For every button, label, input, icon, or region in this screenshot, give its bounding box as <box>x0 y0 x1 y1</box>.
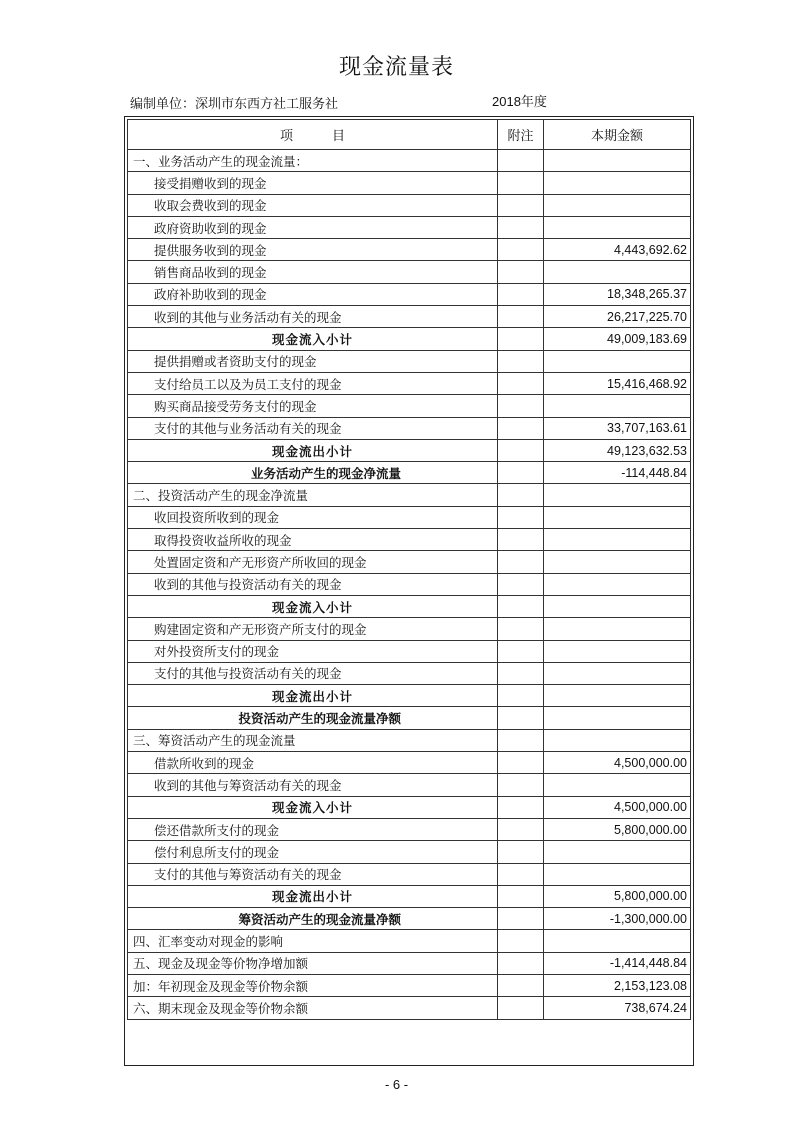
table-row <box>128 573 691 595</box>
table-row <box>128 752 691 774</box>
row-note <box>498 885 544 907</box>
row-note <box>498 462 544 484</box>
row-label: 现金流入小计 <box>128 328 498 350</box>
row-amount <box>544 551 691 573</box>
row-label: 现金流入小计 <box>128 796 498 818</box>
row-amount <box>544 595 691 617</box>
row-amount: 5,800,000.00 <box>544 818 691 840</box>
table-row <box>128 529 691 551</box>
row-note <box>498 150 544 172</box>
table-row <box>128 640 691 662</box>
table-row <box>128 350 691 372</box>
row-note <box>498 662 544 684</box>
header-amount: 本期金额 <box>544 120 691 150</box>
row-note <box>498 283 544 305</box>
row-note <box>498 484 544 506</box>
row-note <box>498 774 544 796</box>
row-label: 二、投资活动产生的现金净流量 <box>128 484 498 506</box>
row-note <box>498 930 544 952</box>
row-amount <box>544 729 691 751</box>
row-note <box>498 818 544 840</box>
table-row <box>128 462 691 484</box>
row-amount: 738,674.24 <box>544 997 691 1019</box>
row-label: 六、期末现金及现金等价物余额 <box>128 997 498 1019</box>
row-amount: 4,500,000.00 <box>544 752 691 774</box>
row-amount <box>544 484 691 506</box>
row-label: 收到的其他与业务活动有关的现金 <box>128 306 498 328</box>
table-row <box>128 662 691 684</box>
row-amount: 18,348,265.37 <box>544 283 691 305</box>
row-label: 加：年初现金及现金等价物余额 <box>128 974 498 996</box>
row-label: 政府补助收到的现金 <box>128 283 498 305</box>
table-row <box>128 595 691 617</box>
row-note <box>498 707 544 729</box>
row-note <box>498 239 544 261</box>
row-label: 现金流出小计 <box>128 439 498 461</box>
table-header-row <box>128 120 691 150</box>
row-label: 现金流出小计 <box>128 885 498 907</box>
table-row <box>128 484 691 506</box>
row-amount <box>544 506 691 528</box>
report-year: 2018年度 <box>492 94 547 109</box>
table-body <box>128 150 691 1020</box>
row-amount <box>544 662 691 684</box>
row-note <box>498 529 544 551</box>
page-title: 现金流量表 <box>338 55 454 80</box>
row-amount <box>544 261 691 283</box>
row-note <box>498 841 544 863</box>
table-row <box>128 417 691 439</box>
header-note: 附注 <box>498 120 544 150</box>
row-note <box>498 372 544 394</box>
row-label: 现金流出小计 <box>128 685 498 707</box>
row-note <box>498 328 544 350</box>
row-amount: 26,217,225.70 <box>544 306 691 328</box>
table-row <box>128 908 691 930</box>
row-amount <box>544 930 691 952</box>
table-row <box>128 395 691 417</box>
row-amount: 15,416,468.92 <box>544 372 691 394</box>
row-note <box>498 573 544 595</box>
row-note <box>498 640 544 662</box>
row-note <box>498 908 544 930</box>
row-label: 偿还借款所支付的现金 <box>128 818 498 840</box>
row-note <box>498 306 544 328</box>
row-amount <box>544 573 691 595</box>
row-label: 提供捐赠或者资助支付的现金 <box>128 350 498 372</box>
row-amount <box>544 172 691 194</box>
row-label: 购建固定资和产无形资产所支付的现金 <box>128 618 498 640</box>
row-amount <box>544 150 691 172</box>
row-label: 四、汇率变动对现金的影响 <box>128 930 498 952</box>
row-note <box>498 172 544 194</box>
row-note <box>498 618 544 640</box>
table-row <box>128 328 691 350</box>
table-row <box>128 774 691 796</box>
row-note <box>498 506 544 528</box>
row-label: 取得投资收益所收的现金 <box>128 529 498 551</box>
row-label: 支付的其他与业务活动有关的现金 <box>128 417 498 439</box>
table-row <box>128 372 691 394</box>
row-note <box>498 216 544 238</box>
row-amount <box>544 194 691 216</box>
row-note <box>498 952 544 974</box>
table-row <box>128 796 691 818</box>
row-note <box>498 350 544 372</box>
table-row <box>128 150 691 172</box>
row-label: 收回投资所收到的现金 <box>128 506 498 528</box>
row-label: 收取会费收到的现金 <box>128 194 498 216</box>
cash-flow-statement <box>124 116 694 1066</box>
table-row <box>128 283 691 305</box>
row-amount: 33,707,163.61 <box>544 417 691 439</box>
row-amount <box>544 395 691 417</box>
table-row <box>128 551 691 573</box>
table-row <box>128 194 691 216</box>
row-label: 筹资活动产生的现金流量净额 <box>128 908 498 930</box>
table-row <box>128 863 691 885</box>
table-row <box>128 239 691 261</box>
row-label: 业务活动产生的现金净流量 <box>128 462 498 484</box>
table-row <box>128 172 691 194</box>
header-item: 项 目 <box>128 120 498 150</box>
row-amount <box>544 841 691 863</box>
row-amount <box>544 216 691 238</box>
row-note <box>498 551 544 573</box>
row-amount: 49,123,632.53 <box>544 439 691 461</box>
row-label: 销售商品收到的现金 <box>128 261 498 283</box>
row-amount <box>544 618 691 640</box>
row-amount: 4,500,000.00 <box>544 796 691 818</box>
table-row <box>128 439 691 461</box>
row-note <box>498 194 544 216</box>
row-note <box>498 595 544 617</box>
table-row <box>128 261 691 283</box>
row-label: 对外投资所支付的现金 <box>128 640 498 662</box>
row-label: 支付的其他与筹资活动有关的现金 <box>128 863 498 885</box>
row-note <box>498 261 544 283</box>
row-label: 借款所收到的现金 <box>128 752 498 774</box>
row-label: 三、筹资活动产生的现金流量 <box>128 729 498 751</box>
table-row <box>128 885 691 907</box>
row-amount: 5,800,000.00 <box>544 885 691 907</box>
table-row <box>128 618 691 640</box>
row-label: 接受捐赠收到的现金 <box>128 172 498 194</box>
table-row <box>128 952 691 974</box>
row-note <box>498 974 544 996</box>
row-label: 支付给员工以及为员工支付的现金 <box>128 372 498 394</box>
row-label: 政府资助收到的现金 <box>128 216 498 238</box>
row-label: 收到的其他与筹资活动有关的现金 <box>128 774 498 796</box>
row-label: 偿付利息所支付的现金 <box>128 841 498 863</box>
row-label: 购买商品接受劳务支付的现金 <box>128 395 498 417</box>
table-row <box>128 818 691 840</box>
row-note <box>498 395 544 417</box>
row-note <box>498 729 544 751</box>
table-row <box>128 707 691 729</box>
row-amount <box>544 685 691 707</box>
row-label: 处置固定资和产无形资产所收回的现金 <box>128 551 498 573</box>
row-amount: 4,443,692.62 <box>544 239 691 261</box>
row-label: 投资活动产生的现金流量净额 <box>128 707 498 729</box>
row-amount: -1,414,448.84 <box>544 952 691 974</box>
table-row <box>128 216 691 238</box>
row-note <box>498 685 544 707</box>
row-label: 一、业务活动产生的现金流量： <box>128 150 498 172</box>
cash-flow-table <box>127 119 691 1020</box>
row-note <box>498 863 544 885</box>
row-label: 现金流入小计 <box>128 595 498 617</box>
row-label: 五、现金及现金等价物净增加额 <box>128 952 498 974</box>
table-row <box>128 974 691 996</box>
row-amount <box>544 774 691 796</box>
table-row <box>128 997 691 1019</box>
organization-name: 编制单位：深圳市东西方社工服务社 <box>130 97 339 112</box>
row-amount: -1,300,000.00 <box>544 908 691 930</box>
table-row <box>128 685 691 707</box>
row-label: 提供服务收到的现金 <box>128 239 498 261</box>
row-amount: 49,009,183.69 <box>544 328 691 350</box>
row-note <box>498 997 544 1019</box>
row-label: 收到的其他与投资活动有关的现金 <box>128 573 498 595</box>
row-amount <box>544 863 691 885</box>
row-amount: 2,153,123.08 <box>544 974 691 996</box>
row-note <box>498 417 544 439</box>
table-row <box>128 930 691 952</box>
table-row <box>128 306 691 328</box>
row-label: 支付的其他与投资活动有关的现金 <box>128 662 498 684</box>
table-row <box>128 729 691 751</box>
page-number: - 6 - <box>384 1077 409 1092</box>
row-note <box>498 439 544 461</box>
row-amount <box>544 640 691 662</box>
table-row <box>128 506 691 528</box>
row-amount: -114,448.84 <box>544 462 691 484</box>
row-amount <box>544 529 691 551</box>
row-amount <box>544 350 691 372</box>
row-amount <box>544 707 691 729</box>
table-row <box>128 841 691 863</box>
row-note <box>498 796 544 818</box>
row-note <box>498 752 544 774</box>
